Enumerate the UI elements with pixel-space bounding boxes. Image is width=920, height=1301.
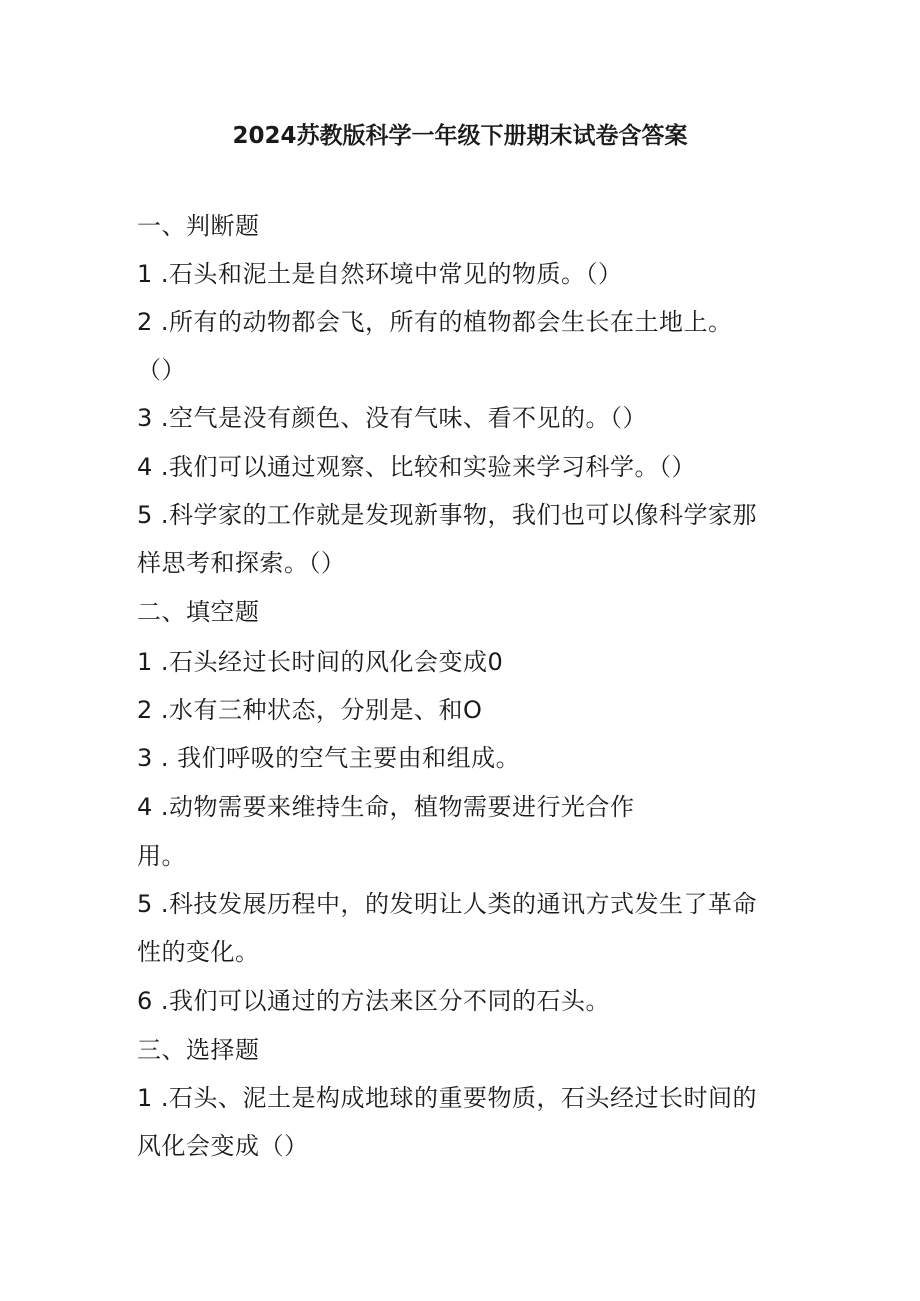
judgment-question-4: 4 .我们可以通过观察、比较和实验来学习科学。（）: [137, 453, 697, 481]
judgment-question-2-continued: （）: [137, 356, 186, 384]
fill-question-1: 1 .石头经过长时间的风化会变成0: [137, 648, 504, 676]
section-heading-fill-blank: 二、填空题: [137, 598, 260, 626]
section-heading-multiple-choice: 三、选择题: [137, 1036, 260, 1064]
judgment-question-3: 3 .空气是没有颜色、没有气味、看不见的。（）: [137, 404, 648, 432]
fill-question-6: 6 .我们可以通过的方法来区分不同的石头。: [137, 987, 611, 1015]
section-heading-judgment: 一、判断题: [137, 212, 260, 240]
judgment-question-2: 2 .所有的动物都会飞，所有的植物都会生长在土地上。: [137, 308, 733, 336]
choice-question-1: 1 .石头、泥土是构成地球的重要物质，石头经过长时间的: [137, 1084, 758, 1112]
fill-question-3: 3 . 我们呼吸的空气主要由和组成。: [137, 744, 521, 772]
fill-question-2: 2 .水有三种状态，分别是、和O: [137, 696, 483, 724]
fill-question-4-continued: 用。: [137, 842, 186, 870]
fill-question-5-continued: 性的变化。: [137, 938, 260, 966]
judgment-question-1: 1 .石头和泥土是自然环境中常见的物质。（）: [137, 260, 623, 288]
page-title: 2024苏教版科学一年级下册期末试卷含答案: [232, 123, 688, 149]
choice-question-1-continued: 风化会变成（）: [137, 1132, 309, 1160]
judgment-question-5-continued: 样思考和探索。（）: [137, 549, 346, 577]
fill-question-5: 5 .科技发展历程中，的发明让人类的通讯方式发生了革命: [137, 890, 758, 918]
judgment-question-5: 5 .科学家的工作就是发现新事物，我们也可以像科学家那: [137, 501, 758, 529]
fill-question-4: 4 .动物需要来维持生命，植物需要进行光合作: [137, 793, 635, 821]
